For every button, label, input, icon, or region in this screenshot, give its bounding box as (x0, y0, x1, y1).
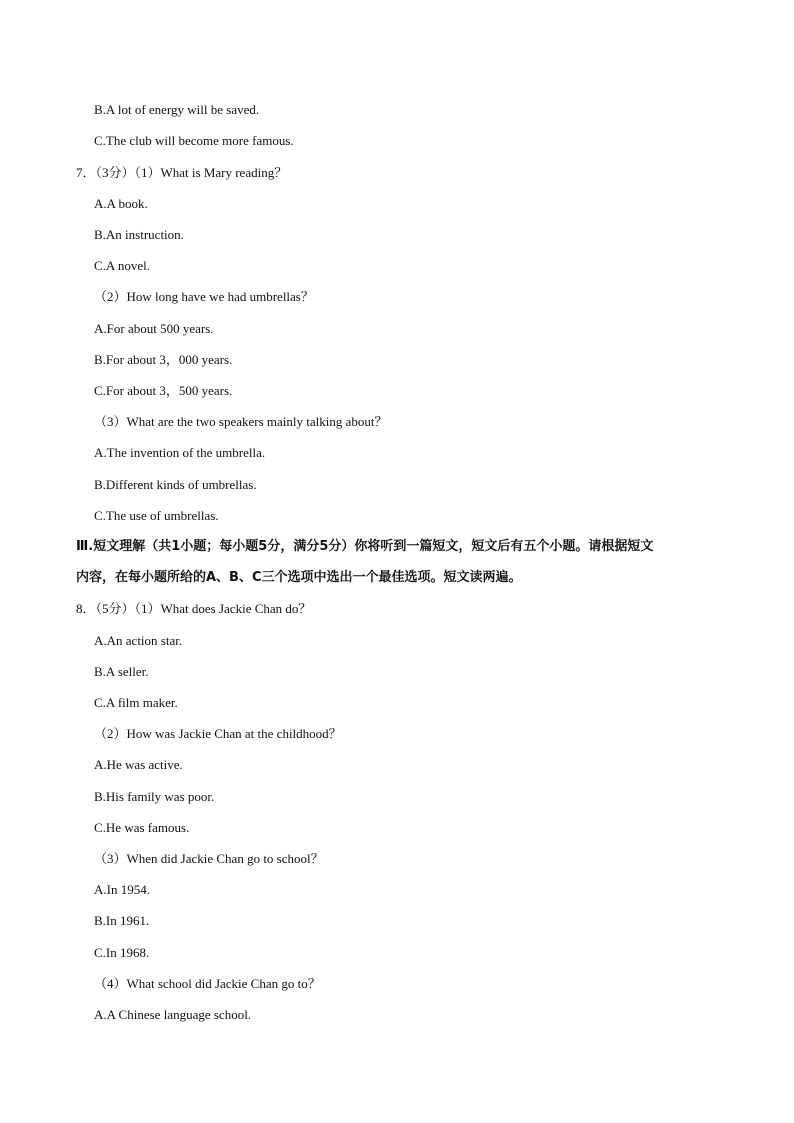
q8-3-question: （3）When did Jackie Chan go to school？ (94, 851, 324, 866)
q6-option-b: B.A lot of energy will be saved. (94, 102, 260, 117)
q7-header: 7．（3分）（1）What is Mary reading？ (76, 165, 288, 180)
q7-2-option-b: B.For about 3，000 years. (94, 352, 233, 367)
q7-3-option-a: A.The invention of the umbrella. (94, 445, 266, 460)
q8-3-option-a: A.In 1954. (94, 882, 150, 897)
q7-2-option-c: C.For about 3，500 years. (94, 383, 233, 398)
q8-header: 8．（5分）（1）What does Jackie Chan do？ (76, 601, 312, 616)
q8-3-option-b: B.In 1961. (94, 913, 150, 928)
q6-option-c: C.The club will become more famous. (94, 133, 294, 148)
q8-1-option-a: A.An action star. (94, 633, 183, 648)
q7-2-question: （2）How long have we had umbrellas？ (94, 289, 314, 304)
q7-1-option-c: C.A novel. (94, 258, 150, 273)
q8-3-option-c: C.In 1968. (94, 945, 150, 960)
q8-1-option-c: C.A film maker. (94, 695, 178, 710)
q7-3-option-c: C.The use of umbrellas. (94, 508, 219, 523)
q7-1-option-a: A.A book. (94, 196, 148, 211)
q8-2-option-a: A.He was active. (94, 757, 183, 772)
q7-3-question: （3）What are the two speakers mainly talking about？ (94, 414, 388, 429)
q8-4-question: （4）What school did Jackie Chan go to？ (94, 976, 321, 991)
q8-2-option-c: C.He was famous. (94, 820, 190, 835)
q7-3-option-b: B.Different kinds of umbrellas. (94, 477, 257, 492)
section-3-instructions-line2: 内容，在每小题所给的A、B、C三个选项中选出一个最佳选项。短文读两遍。 (76, 570, 522, 585)
q8-4-option-a: A.A Chinese language school. (94, 1007, 252, 1022)
q8-2-question: （2）How was Jackie Chan at the childhood？ (94, 726, 342, 741)
q7-1-option-b: B.An instruction. (94, 227, 184, 242)
q8-1-option-b: B.A seller. (94, 664, 149, 679)
q7-2-option-a: A.For about 500 years. (94, 321, 214, 336)
section-3-instructions-line1: Ⅲ.短文理解（共1小题；每小题5分，满分5分）你将听到一篇短文，短文后有五个小题。请根据短文 (76, 539, 654, 554)
q8-2-option-b: B.His family was poor. (94, 789, 215, 804)
